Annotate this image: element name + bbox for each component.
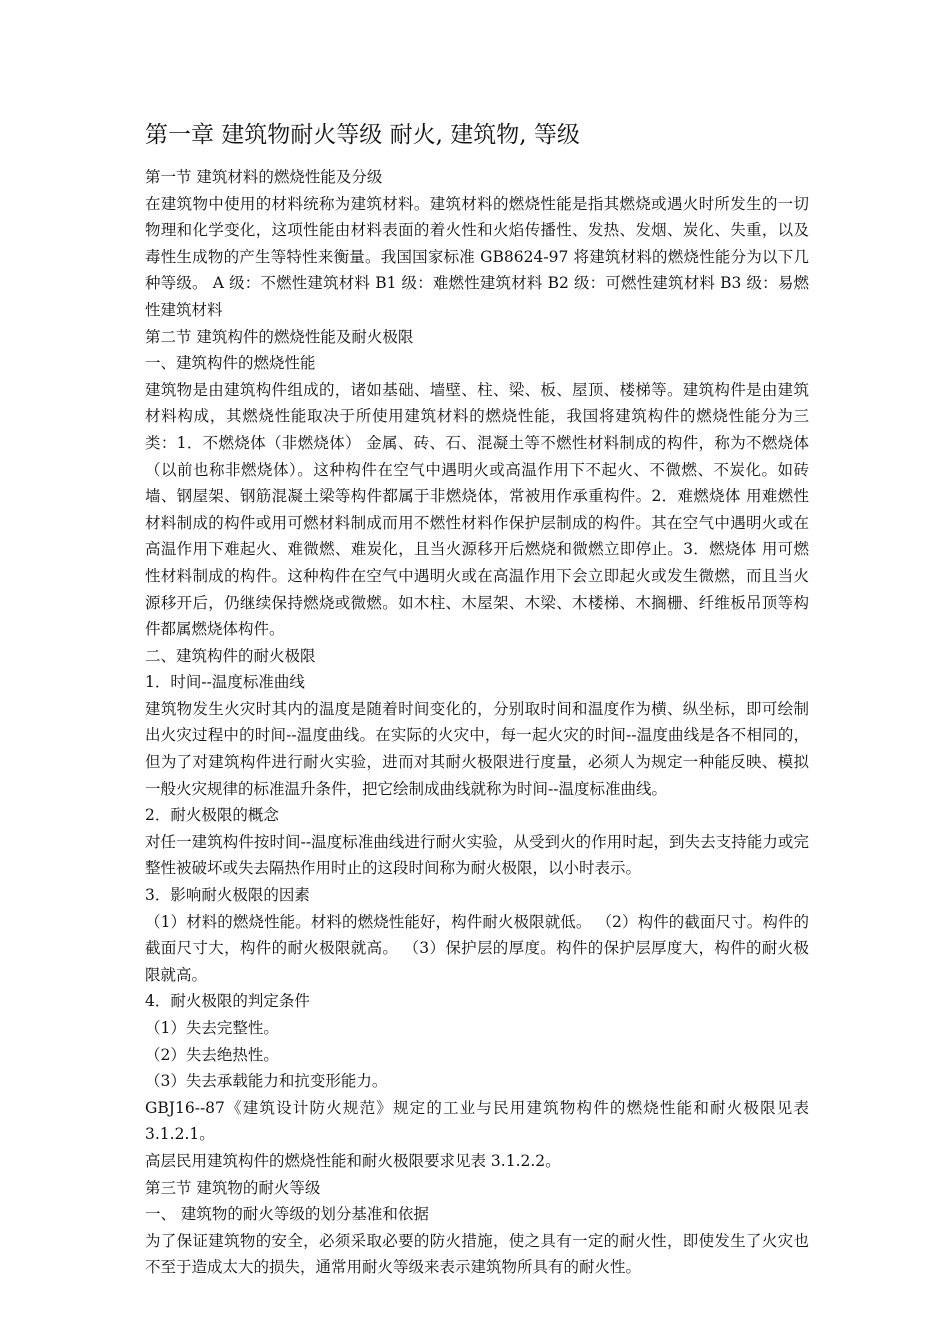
time-temperature-paragraph: 建筑物发生火灾时其内的温度是随着时间变化的，分别取时间和温度作为横、纵坐标，即可绘制出火灾过程中的时间--温度曲线。在实际的火灾中，每一起火灾的时间--温度曲线是各不相同的，但为了对建筑构件进行耐火实验，进而对其耐火极限进行度量，必须人为规定一种能反映、模拟一般火灾规律的标准温升条件，把它绘制成曲线就称为时间--温度标准曲线。	[145, 699, 809, 798]
influencing-factors-heading: 3．影响耐火极限的因素	[145, 886, 310, 905]
combustibility-paragraph: 建筑物是由建筑构件组成的，诸如基础、墙壁、柱、梁、板、屋顶、楼梯等。建筑构件是由建筑材料构成，其燃烧性能取决于所使用建筑材料的燃烧性能，我国将建筑构件的燃烧性能分为三类：1．不燃烧体（非燃烧体） 金属、砖、石、混凝土等不燃性材料制成的构件，称为不燃烧体（以前也称非燃烧体）。这种构件在空气中遇明火或高温作用下不起火、不微燃、不炭化。如砖墙、钢屋架、钢筋混凝土梁等构件都属于非燃烧体，常被用作承重构件。2．难燃烧体 用难燃性材料制成的构件或用可燃材料制成而用不燃性材料作保护层制成的构件。其在空气中遇明火或在高温作用下难起火、难微燃、难炭化，且当火源移开后燃烧和微燃立即停止。3．燃烧体 用可燃性材料制成的构件。这种构件在空气中遇明火或在高温作用下会立即起火或发生微燃，而且当火源移开后，仍继续保持燃烧或微燃。如木柱、木屋架、木梁、木楼梯、木搁栅、纤维板吊顶等构件都属燃烧体构件。	[145, 380, 809, 639]
grading-basis-paragraph: 为了保证建筑物的安全，必须采取必要的防火措施，使之具有一定的耐火性，即使发生了火灾也不至于造成太大的损失，通常用耐火等级来表示建筑物所具有的耐火性。	[145, 1231, 809, 1277]
chapter-title: 第一章 建筑物耐火等级 耐火, 建筑物, 等级	[145, 122, 580, 148]
influencing-factors-paragraph: （1）材料的燃烧性能。材料的燃烧性能好，构件耐火极限就低。 （2）构件的截面尺寸。构件的截面尺寸大，构件的耐火极限就高。 （3）保护层的厚度。构件的保护层厚度大，构件的耐火极限就高。	[145, 912, 809, 984]
grading-basis-heading: 一、 建筑物的耐火等级的划分基准和依据	[145, 1205, 429, 1224]
fire-resistance-concept-heading: 2．耐火极限的概念	[145, 806, 279, 825]
criteria-item-2: （2）失去绝热性。	[145, 1045, 279, 1064]
document-page	[145, 118, 809, 1281]
subsection-combustibility-heading: 一、建筑构件的燃烧性能	[145, 354, 316, 373]
section-3-heading: 第三节 建筑物的耐火等级	[145, 1178, 321, 1197]
high-rise-reference: 高层民用建筑构件的燃烧性能和耐火极限要求见表 3.1.2.2。	[145, 1151, 561, 1170]
criteria-item-3: （3）失去承载能力和抗变形能力。	[145, 1072, 388, 1091]
criteria-item-1: （1）失去完整性。	[145, 1019, 279, 1037]
fire-resistance-concept-paragraph: 对任一建筑构件按时间--温度标准曲线进行耐火实验，从受到火的作用时起，到失去支持能力或完整性被破坏或失去隔热作用时止的这段时间称为耐火极限，以小时表示。	[145, 832, 809, 878]
section-1-heading: 第一节 建筑材料的燃烧性能及分级	[145, 168, 383, 186]
criteria-heading: 4．耐火极限的判定条件	[145, 992, 310, 1011]
section-2-heading: 第二节 建筑构件的燃烧性能及耐火极限	[145, 327, 414, 346]
code-reference-paragraph: GBJ16--87《建筑设计防火规范》规定的工业与民用建筑物构件的燃烧性能和耐火极限见表 3.1.2.1。	[145, 1098, 809, 1144]
section-1-paragraph: 在建筑物中使用的材料统称为建筑材料。建筑材料的燃烧性能是指其燃烧或遇火时所发生的一切物理和化学变化，这项性能由材料表面的着火性和火焰传播性、发热、发烟、炭化、失重，以及毒性生成物的产生等特性来衡量。我国国家标准 GB8624-97 将建筑材料的燃烧性能分为以下几种等级。 A 级：不燃性建筑材料 B1 级：难燃性建筑材料 B2 级：可燃性建筑材料 B3 级：易燃性建筑材料	[145, 194, 809, 319]
subsection-fire-resistance-heading: 二、建筑构件的耐火极限	[145, 646, 316, 665]
time-temperature-heading: 1．时间--温度标准曲线	[145, 673, 305, 692]
